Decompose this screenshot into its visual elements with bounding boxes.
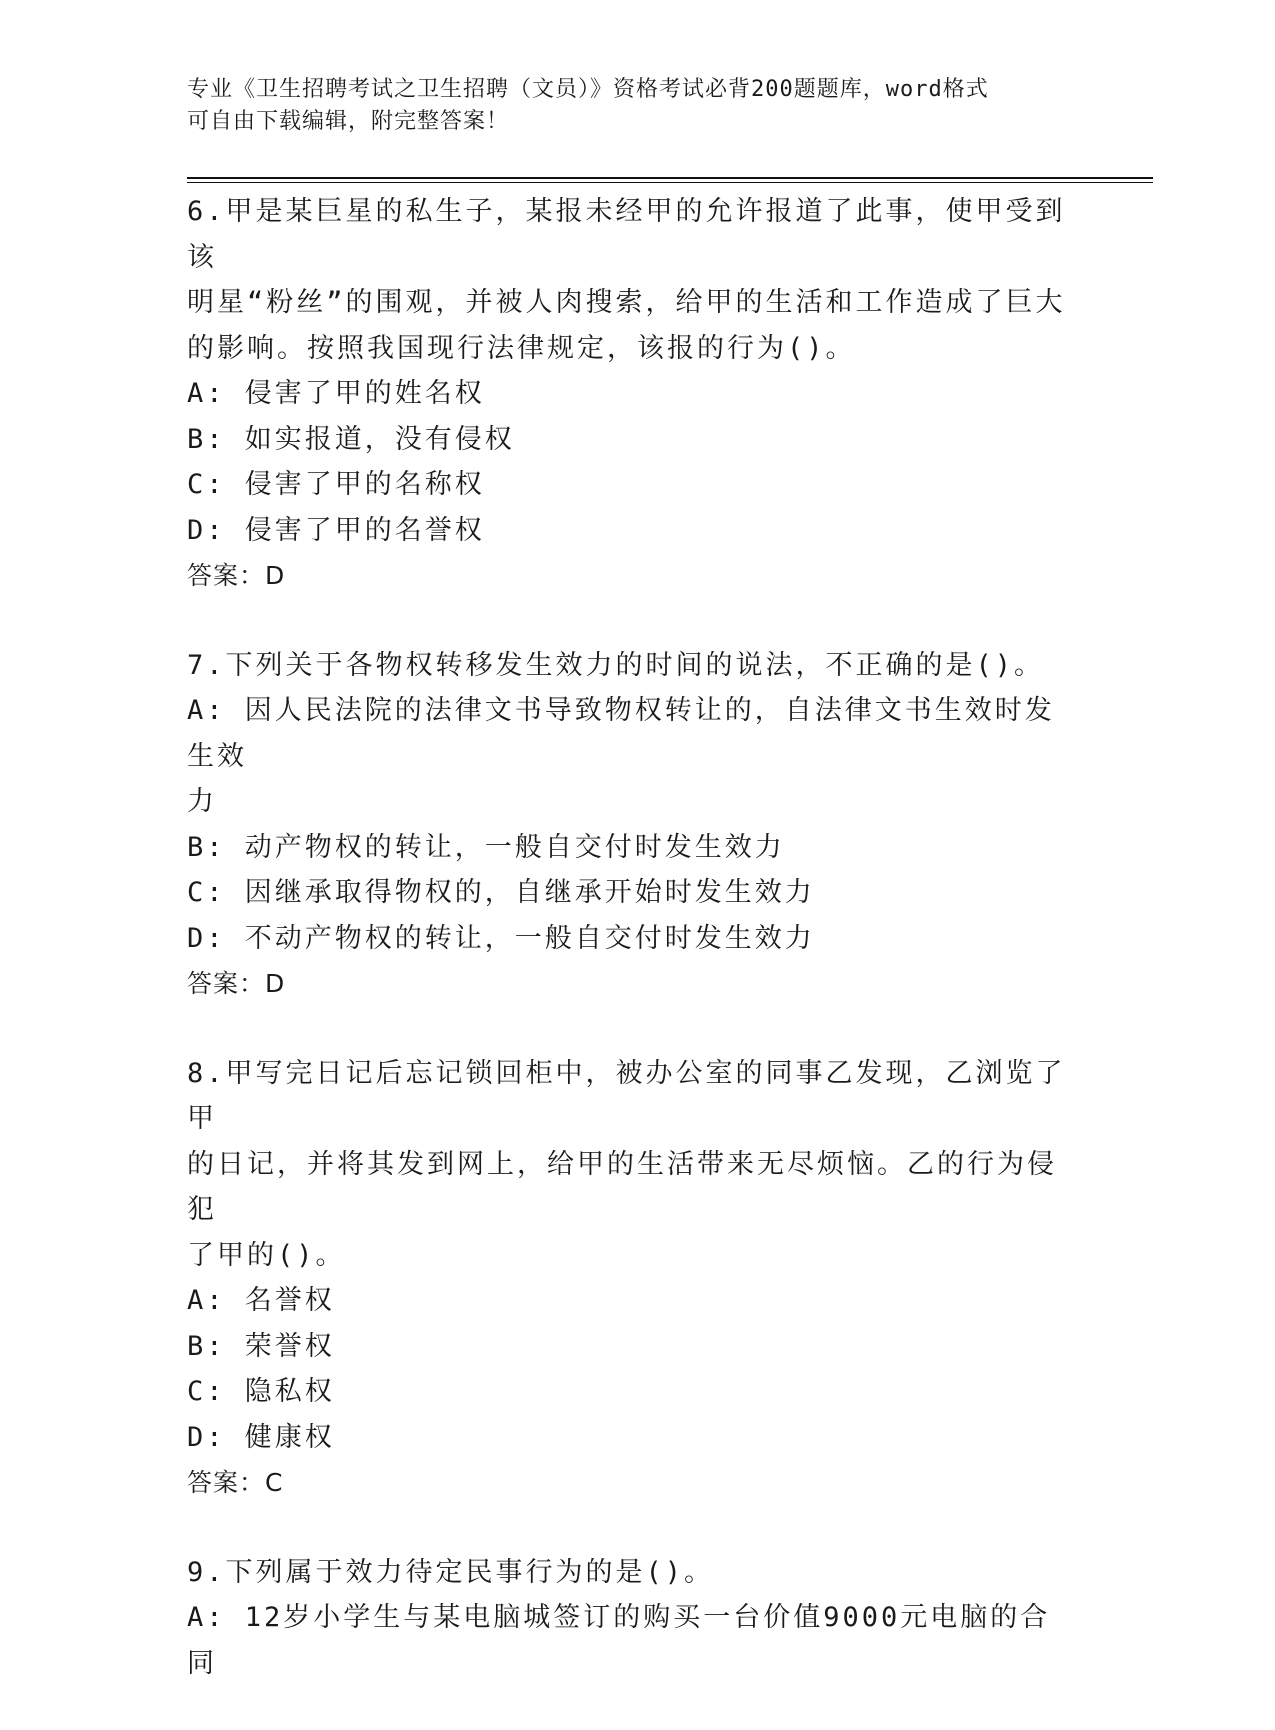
option-d: D: 不动产物权的转让，一般自交付时发生效力 [187,922,815,954]
question-stem-line: 了甲的()。 [187,1239,346,1271]
question-7 [187,643,1077,1007]
question-list [187,189,1077,1730]
header-line-1: 专业《卫生招聘考试之卫生招聘（文员）》资格考试必背200题题库，word格式 [187,77,989,102]
option-a: A: 侵害了甲的姓名权 [187,378,485,409]
option-d: D: 侵害了甲的名誉权 [187,514,485,546]
question-stem-line: 8.甲写完日记后忘记锁回柜中，被办公室的同事乙发现，乙浏览了甲 [187,1057,1066,1134]
question-8 [187,1051,1077,1506]
option-b: B: 动产物权的转让，一般自交付时发生效力 [187,831,785,863]
option-b: B: 如实报道，没有侵权 [187,423,515,455]
question-stem-line: 明星“粉丝”的围观，并被人肉搜索，给甲的生活和工作造成了巨大 [187,287,1066,318]
header-divider-thin [187,182,1153,183]
header-divider-thick [187,177,1153,179]
option-b: B: 荣誉权 [187,1330,335,1362]
answer-label: 答案：D [187,969,286,998]
question-6 [187,189,1077,599]
document-header [187,74,1067,138]
question-stem-line: 的影响。按照我国现行法律规定，该报的行为()。 [187,332,856,364]
option-a: A: 12岁小学生与某电脑城签订的购买一台价值9000元电脑的合同 [187,1602,1051,1679]
option-c: C: 隐私权 [187,1376,335,1407]
question-stem-line: 9.下列属于效力待定民事行为的是()。 [187,1556,715,1588]
question-stem-line: 的日记，并将其发到网上，给甲的生活带来无尽烦恼。乙的行为侵犯 [187,1148,1057,1225]
option-a-continued: 力 [187,786,217,817]
header-line-2: 可自由下载编辑，附完整答案！ [187,109,510,134]
question-9 [187,1550,1077,1687]
question-stem-line: 7.下列关于各物权转移发生效力的时间的说法，不正确的是()。 [187,649,1045,681]
option-a: A: 名誉权 [187,1285,335,1316]
option-c: C: 因继承取得物权的，自继承开始时发生效力 [187,877,815,908]
option-c: C: 侵害了甲的名称权 [187,469,485,500]
question-stem-line: 6.甲是某巨星的私生子，某报未经甲的允许报道了此事，使甲受到该 [187,196,1066,273]
option-a: A: 因人民法院的法律文书导致物权转让的，自法律文书生效时发生效 [187,695,1055,772]
answer-label: 答案：D [187,561,286,590]
answer-label: 答案：C [187,1468,284,1497]
option-d: D: 健康权 [187,1421,335,1453]
